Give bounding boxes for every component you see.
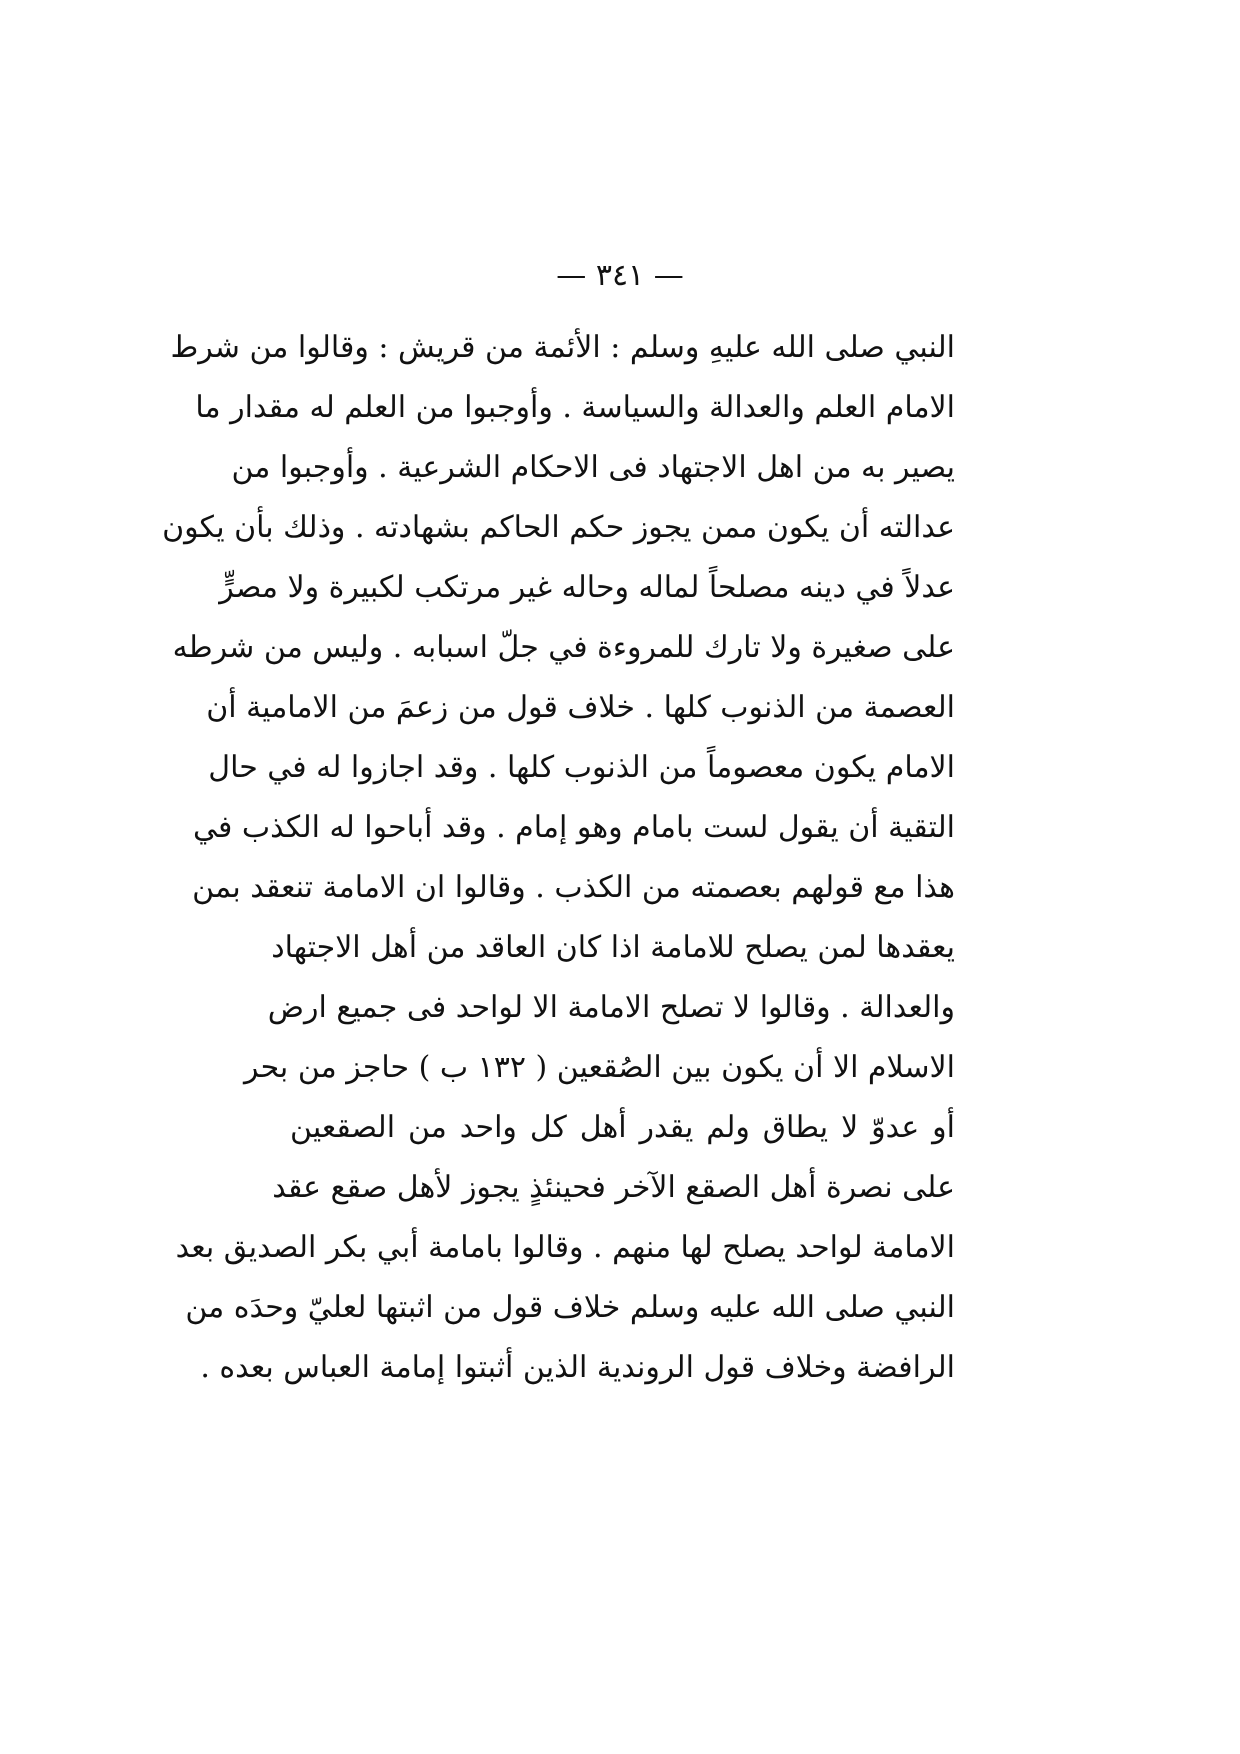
page-number: — ٣٤١ — <box>556 258 684 293</box>
text-line: الامامة لواحد يصلح لها منهم . وقالوا بامامة أبي بكر الصديق بعد <box>175 1230 955 1265</box>
text-line: عدالته أن يكون ممن يجوز حكم الحاكم بشهادته . وذلك بأن يكون <box>162 510 955 545</box>
text-line: يصير به من اهل الاجتهاد فى الاحكام الشرعية . وأوجبوا من <box>231 450 955 485</box>
text-line: الامام العلم والعدالة والسياسة . وأوجبوا من العلم له مقدار ما <box>195 390 955 425</box>
text-line: النبي صلى الله عليه وسلم خلاف قول من اثبتها لعليّ وحدَه من <box>185 1290 955 1325</box>
text-line: الامام يكون معصوماً من الذنوب كلها . وقد اجازوا له في حال <box>208 750 955 785</box>
text-line: النبي صلى الله عليهِ وسلم : الأئمة من قريش : وقالوا من شرط <box>170 330 955 365</box>
body-text <box>162 318 955 1398</box>
text-line: أو عدوّ لا يطاق ولم يقدر أهل كل واحد من الصقعين <box>290 1110 955 1145</box>
text-line: على نصرة أهل الصقع الآخر فحينئذٍ يجوز لأهل صقع عقد <box>272 1170 955 1205</box>
text-line: هذا مع قولهم بعصمته من الكذب . وقالوا ان الامامة تنعقد بمن <box>192 870 955 905</box>
text-line: الاسلام الا أن يكون بين الصُقعين ( ١٣٢ ب ) حاجز من بحر <box>244 1050 955 1085</box>
text-line: على صغيرة ولا تارك للمروءة في جلّ اسبابه . وليس من شرطه <box>172 630 955 665</box>
text-line: الرافضة وخلاف قول الروندية الذين أثبتوا إمامة العباس بعده . <box>200 1350 955 1385</box>
text-line: والعدالة . وقالوا لا تصلح الامامة الا لواحد فى جميع ارض <box>267 990 955 1025</box>
text-line: يعقدها لمن يصلح للامامة اذا كان العاقد من أهل الاجتهاد <box>271 930 955 965</box>
text-line: عدلاً في دينه مصلحاً لماله وحاله غير مرتكب لكبيرة ولا مصرٍّ <box>219 570 955 605</box>
text-line: التقية أن يقول لست بامام وهو إمام . وقد أباحوا له الكذب في <box>193 810 955 845</box>
text-line: العصمة من الذنوب كلها . خلاف قول من زعمَ من الامامية أن <box>206 690 955 725</box>
